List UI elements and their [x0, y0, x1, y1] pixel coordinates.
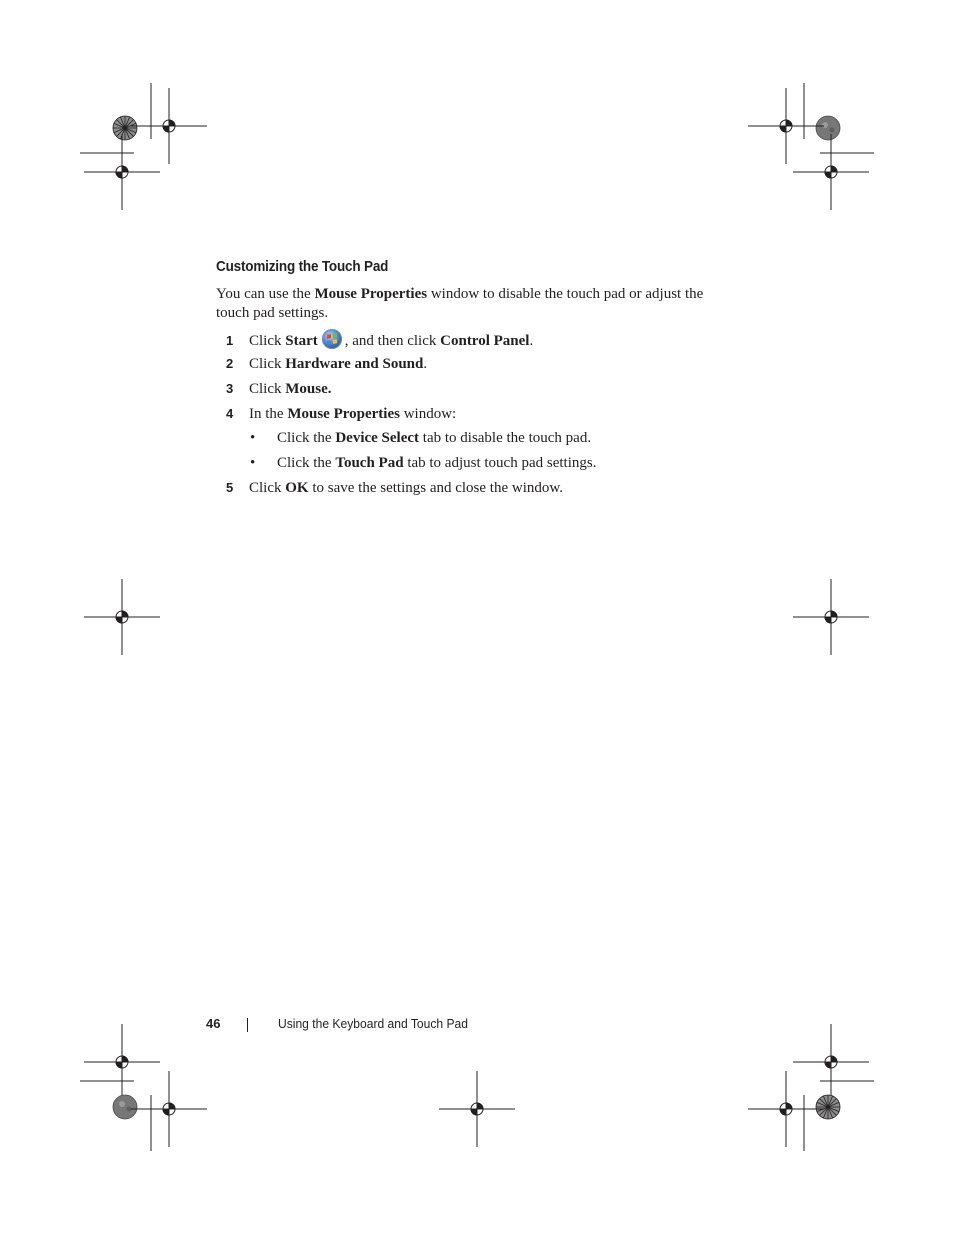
- bullet-symbol: •: [250, 455, 256, 471]
- step-text: Click: [249, 381, 286, 397]
- step-text: , and then click: [344, 333, 441, 349]
- intro-paragraph: [216, 285, 726, 323]
- step-4: [226, 404, 456, 424]
- bullet-bold-term: Touch Pad: [335, 455, 404, 471]
- step-number: 2: [226, 356, 234, 371]
- bullet-item: [250, 454, 596, 473]
- step-1: [226, 329, 533, 351]
- page-number: 46: [206, 1016, 221, 1031]
- step-2: [226, 354, 427, 374]
- step-3: [226, 379, 332, 399]
- step-text: In the: [249, 406, 288, 422]
- bullet-symbol: •: [250, 430, 256, 446]
- step-text: to save the settings and close the window.: [308, 480, 563, 496]
- step-text: .: [423, 356, 428, 372]
- footer-chapter-title: Using the Keyboard and Touch Pad: [278, 1016, 468, 1031]
- footer-divider: [247, 1018, 248, 1032]
- section-heading: Customizing the Touch Pad: [216, 258, 389, 275]
- step-text: Click: [249, 480, 286, 496]
- step-5: [226, 478, 563, 498]
- bullet-text: tab to disable the touch pad.: [419, 430, 592, 446]
- bullet-text: Click the: [277, 430, 336, 446]
- step-number: 5: [226, 480, 234, 495]
- step-number: 4: [226, 406, 234, 421]
- step-bold-term: Control Panel: [440, 333, 530, 349]
- step-text: Click: [249, 356, 286, 372]
- windows-start-icon: [322, 329, 342, 349]
- step-bold-term: Hardware and Sound: [285, 356, 424, 372]
- intro-text: You can use the: [216, 286, 315, 302]
- bullet-text: Click the: [277, 455, 336, 471]
- step-text: Click: [249, 333, 286, 349]
- bullet-text: tab to adjust touch pad settings.: [403, 455, 597, 471]
- step-bold-term: Start: [285, 333, 318, 349]
- bullet-item: [250, 429, 591, 448]
- step-number: 3: [226, 381, 234, 396]
- step-number: 1: [226, 333, 234, 348]
- bullet-bold-term: Device Select: [335, 430, 420, 446]
- step-bold-term: Mouse.: [285, 381, 332, 397]
- step-bold-term: Mouse Properties: [287, 406, 400, 422]
- intro-bold-term: Mouse Properties: [314, 286, 428, 302]
- step-text: .: [529, 333, 534, 349]
- step-text: window:: [399, 406, 457, 422]
- step-bold-term: OK: [285, 480, 309, 496]
- intro-text-end: window to disable the touch pad or adjust the touch pad settings.: [216, 286, 704, 321]
